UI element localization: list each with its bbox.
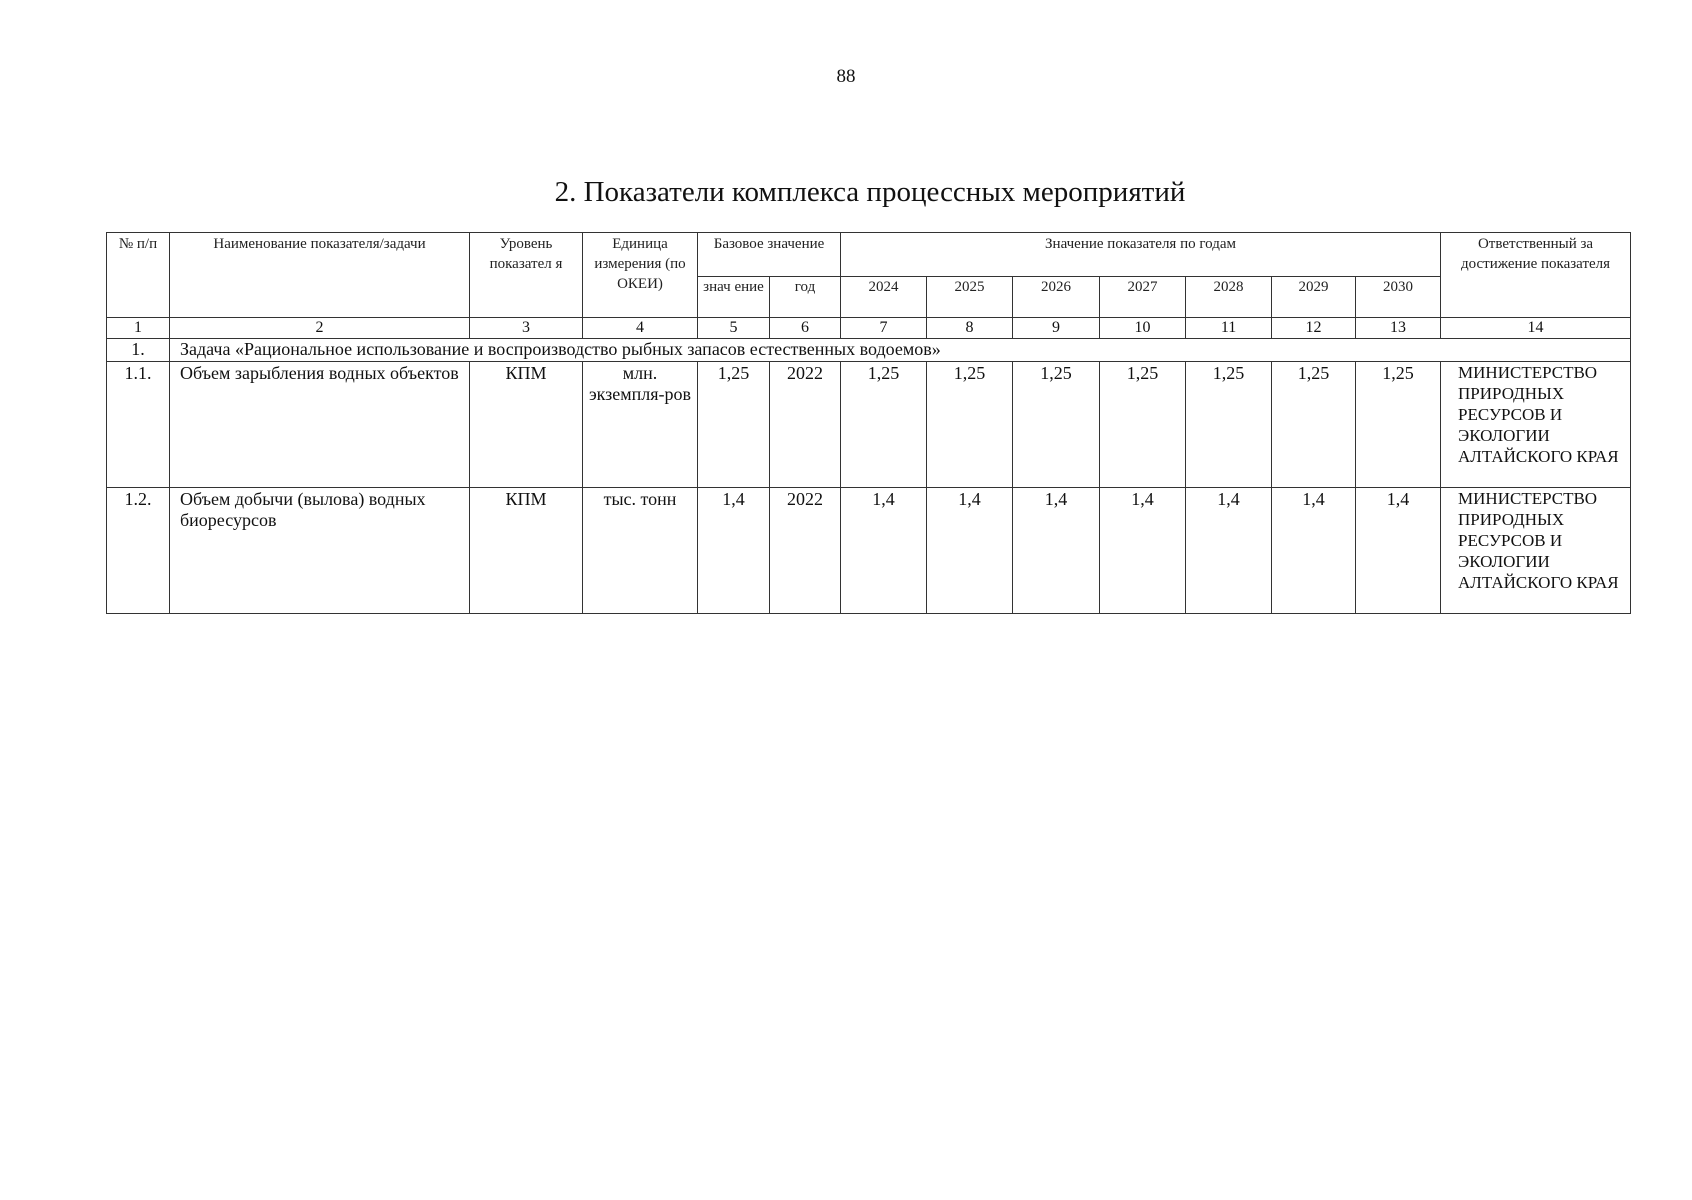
row-base-year: 2022 bbox=[770, 362, 841, 488]
table-row bbox=[107, 362, 1631, 488]
row-name: Объем зарыбления водных объектов bbox=[170, 362, 470, 488]
row-level: КПМ bbox=[470, 362, 583, 488]
column-number: 4 bbox=[583, 318, 698, 339]
header-year: 2028 bbox=[1186, 277, 1272, 318]
header-unit: Единица измерения (по ОКЕИ) bbox=[583, 233, 698, 318]
column-number: 1 bbox=[107, 318, 170, 339]
header-name: Наименование показателя/задачи bbox=[170, 233, 470, 318]
row-year-value: 1,25 bbox=[1013, 362, 1100, 488]
column-number: 8 bbox=[927, 318, 1013, 339]
column-number: 6 bbox=[770, 318, 841, 339]
header-year: 2025 bbox=[927, 277, 1013, 318]
column-number: 12 bbox=[1272, 318, 1356, 339]
row-level: КПМ bbox=[470, 488, 583, 614]
row-year-value: 1,4 bbox=[1272, 488, 1356, 614]
row-base-value: 1,4 bbox=[698, 488, 770, 614]
row-year-value: 1,4 bbox=[841, 488, 927, 614]
column-number: 14 bbox=[1441, 318, 1631, 339]
row-base-value: 1,25 bbox=[698, 362, 770, 488]
row-num: 1.2. bbox=[107, 488, 170, 614]
column-number: 10 bbox=[1100, 318, 1186, 339]
row-year-value: 1,4 bbox=[927, 488, 1013, 614]
header-year: 2027 bbox=[1100, 277, 1186, 318]
task-num: 1. bbox=[107, 339, 170, 362]
column-number: 3 bbox=[470, 318, 583, 339]
row-year-value: 1,25 bbox=[927, 362, 1013, 488]
header-year: 2026 bbox=[1013, 277, 1100, 318]
row-year-value: 1,25 bbox=[1100, 362, 1186, 488]
column-number: 13 bbox=[1356, 318, 1441, 339]
row-year-value: 1,4 bbox=[1100, 488, 1186, 614]
row-unit: млн. экземпля-ров bbox=[583, 362, 698, 488]
row-year-value: 1,4 bbox=[1356, 488, 1441, 614]
header-by-years: Значение показателя по годам bbox=[841, 233, 1441, 277]
column-number: 5 bbox=[698, 318, 770, 339]
column-number: 2 bbox=[170, 318, 470, 339]
row-year-value: 1,4 bbox=[1186, 488, 1272, 614]
header-responsible: Ответственный за достижение показателя bbox=[1441, 233, 1631, 318]
header-base-value: знач ение bbox=[698, 277, 770, 318]
row-responsible: МИНИСТЕРСТВО ПРИРОДНЫХ РЕСУРСОВ И ЭКОЛОГИИ АЛТАЙСКОГО КРАЯ bbox=[1441, 362, 1631, 488]
row-base-year: 2022 bbox=[770, 488, 841, 614]
header-level: Уровень показател я bbox=[470, 233, 583, 318]
page-number: 88 bbox=[836, 66, 856, 87]
row-year-value: 1,25 bbox=[1186, 362, 1272, 488]
indicators-table bbox=[106, 232, 1631, 614]
page-title: 2. Показатели комплекса процессных мероприятий bbox=[554, 176, 1186, 208]
header-year: 2030 bbox=[1356, 277, 1441, 318]
column-number: 7 bbox=[841, 318, 927, 339]
row-year-value: 1,25 bbox=[841, 362, 927, 488]
row-name: Объем добычи (вылова) водных биоресурсов bbox=[170, 488, 470, 614]
row-num: 1.1. bbox=[107, 362, 170, 488]
table-row bbox=[107, 488, 1631, 614]
header-base: Базовое значение bbox=[698, 233, 841, 277]
header-base-year: год bbox=[770, 277, 841, 318]
column-number: 11 bbox=[1186, 318, 1272, 339]
header-year: 2024 bbox=[841, 277, 927, 318]
column-number: 9 bbox=[1013, 318, 1100, 339]
row-year-value: 1,4 bbox=[1013, 488, 1100, 614]
row-responsible: МИНИСТЕРСТВО ПРИРОДНЫХ РЕСУРСОВ И ЭКОЛОГИИ АЛТАЙСКОГО КРАЯ bbox=[1441, 488, 1631, 614]
header-num: № п/п bbox=[107, 233, 170, 318]
task-text: Задача «Рациональное использование и воспроизводство рыбных запасов естественных водоемов» bbox=[170, 339, 1631, 362]
row-year-value: 1,25 bbox=[1272, 362, 1356, 488]
row-unit: тыс. тонн bbox=[583, 488, 698, 614]
header-year: 2029 bbox=[1272, 277, 1356, 318]
row-year-value: 1,25 bbox=[1356, 362, 1441, 488]
